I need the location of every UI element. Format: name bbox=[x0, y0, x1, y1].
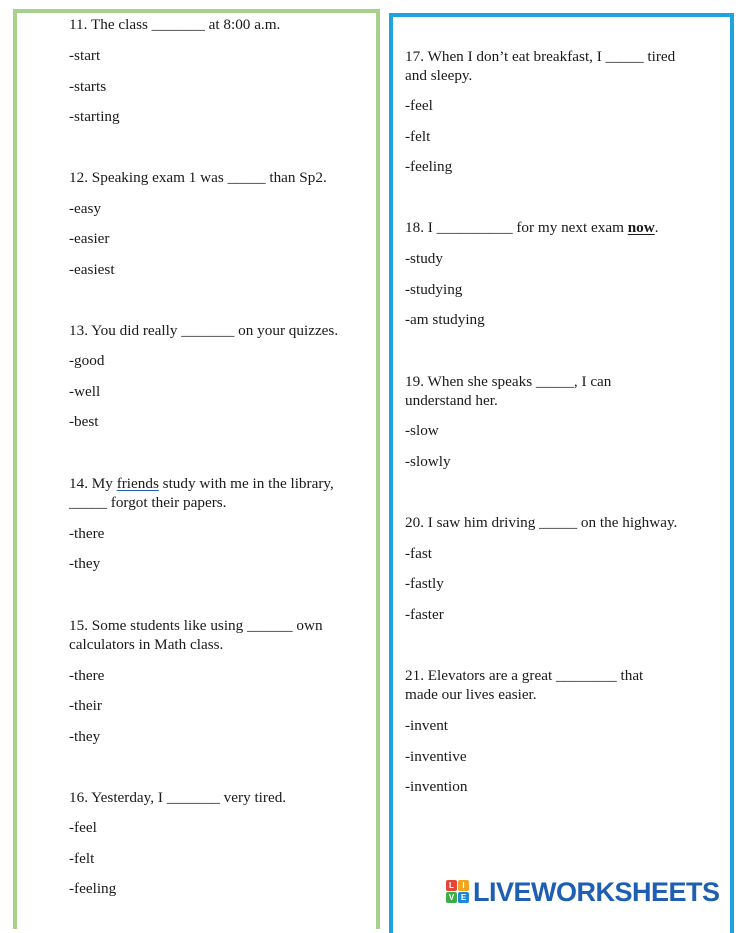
option[interactable]: -easiest bbox=[69, 261, 115, 278]
option[interactable]: -there bbox=[69, 667, 105, 684]
question-15: 15. Some students like using ______ own calculators in Math class. bbox=[69, 617, 323, 653]
option[interactable]: -felt bbox=[405, 128, 431, 145]
question-16: 16. Yesterday, I _______ very tired. bbox=[69, 789, 287, 806]
option[interactable]: -slowly bbox=[405, 453, 451, 470]
option[interactable]: -slow bbox=[405, 422, 439, 439]
option[interactable]: -starts bbox=[69, 78, 107, 95]
option[interactable]: -they bbox=[69, 728, 101, 745]
emphasis-now: now bbox=[627, 219, 655, 236]
option[interactable]: -feeling bbox=[69, 880, 117, 897]
liveworksheets-icon: L I V E bbox=[446, 880, 470, 904]
logo-text: LIVEWORKSHEETS bbox=[473, 876, 720, 907]
option[interactable]: -start bbox=[69, 47, 101, 64]
question-12: 12. Speaking exam 1 was _____ than Sp2. bbox=[69, 169, 327, 186]
question-20: 20. I saw him driving _____ on the highway. bbox=[405, 514, 678, 531]
option[interactable]: -studying bbox=[405, 281, 463, 298]
question-17: 17. When I don’t eat breakfast, I _____ tired and sleepy. bbox=[405, 48, 676, 84]
question-13: 13. You did really _______ on your quizzes. bbox=[69, 322, 339, 339]
liveworksheets-logo[interactable] bbox=[446, 876, 720, 908]
option[interactable]: -their bbox=[69, 697, 102, 714]
option[interactable]: -easy bbox=[69, 200, 102, 217]
option[interactable]: -they bbox=[69, 555, 101, 572]
option[interactable]: -there bbox=[69, 525, 105, 542]
option[interactable]: -faster bbox=[405, 606, 444, 623]
option[interactable]: -invent bbox=[405, 717, 449, 734]
question-21: 21. Elevators are a great ________ that made our lives easier. bbox=[405, 667, 644, 703]
option[interactable]: -am studying bbox=[405, 311, 485, 328]
option[interactable]: -inventive bbox=[405, 748, 467, 765]
option[interactable]: -felt bbox=[69, 850, 95, 867]
question-19: 19. When she speaks _____, I can understand her. bbox=[405, 373, 612, 409]
option[interactable]: -feel bbox=[405, 97, 433, 114]
option[interactable]: -fast bbox=[405, 545, 432, 562]
option[interactable]: -invention bbox=[405, 778, 468, 795]
option[interactable]: -well bbox=[69, 383, 101, 400]
option[interactable]: -good bbox=[69, 352, 105, 369]
option[interactable]: -feeling bbox=[405, 158, 453, 175]
question-11: 11. The class _______ at 8:00 a.m. bbox=[69, 16, 281, 33]
option[interactable]: -study bbox=[405, 250, 443, 267]
option[interactable]: -easier bbox=[69, 230, 110, 247]
question-18: 18. I __________ for my next exam now. bbox=[405, 219, 659, 236]
friends-link[interactable]: friends bbox=[116, 475, 159, 492]
option[interactable]: -fastly bbox=[405, 575, 444, 592]
question-14: 14. My friends study with me in the library, _____ forgot their papers. bbox=[69, 475, 334, 511]
option[interactable]: -starting bbox=[69, 108, 120, 125]
option[interactable]: -feel bbox=[69, 819, 97, 836]
option[interactable]: -best bbox=[69, 413, 99, 430]
